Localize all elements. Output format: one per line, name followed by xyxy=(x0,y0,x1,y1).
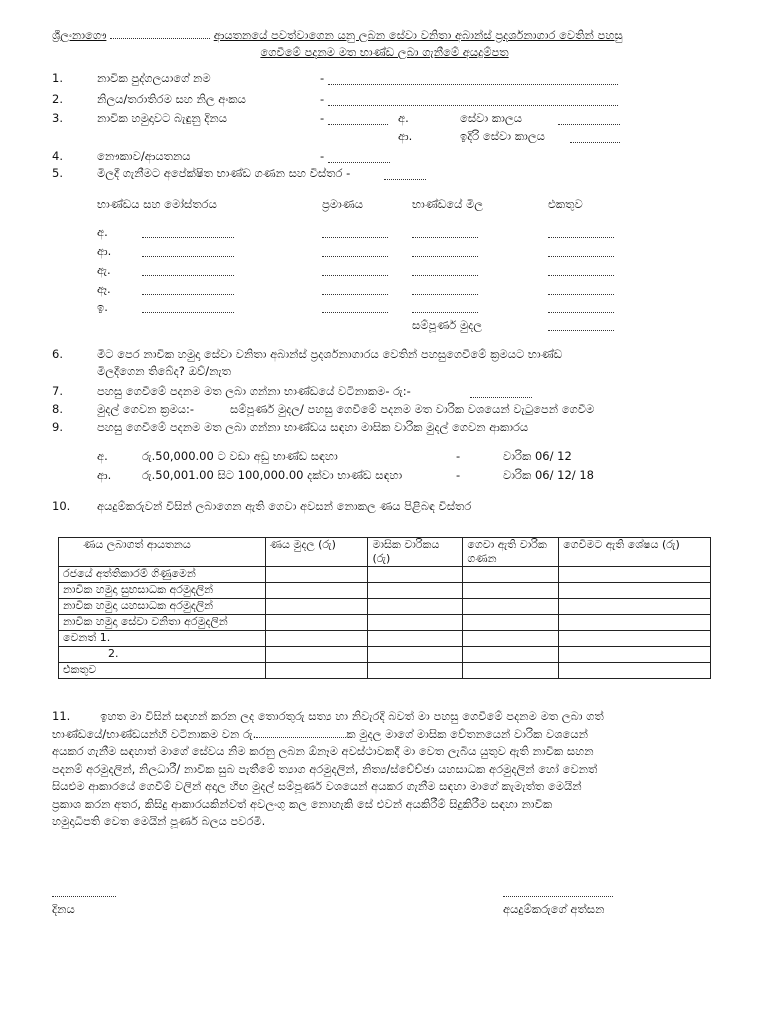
loan-cell[interactable] xyxy=(463,647,559,663)
table-row xyxy=(59,631,711,647)
goods-row-letter: අ. xyxy=(97,225,108,239)
loan-row-label: එකතුව xyxy=(59,663,266,679)
future-service-letter-b: ආ. xyxy=(398,129,413,143)
goods-qty-field[interactable] xyxy=(322,236,388,238)
loan-cell[interactable] xyxy=(463,567,559,583)
table-row xyxy=(59,583,711,599)
q8-number: 8. xyxy=(52,402,63,416)
item-4-number: 4. xyxy=(52,149,63,163)
goods-price-field[interactable] xyxy=(412,274,478,276)
loan-cell[interactable] xyxy=(265,647,368,663)
q11-line4: පදනම් අරමුදලින්, නිලධාරී/ නාවික සුබ පැතීමේ ත්‍යාග අරමුදලින්, නිත්‍ය/ස්වේච්ඡා යහසාධක අරමුදලින් හෝ වෙනත් xyxy=(52,761,598,776)
goods-header-price: භාණ්ඩයේ මිල xyxy=(412,197,484,211)
q6-number: 6. xyxy=(52,347,63,361)
item-3-dash: - xyxy=(320,111,325,125)
loan-cell[interactable] xyxy=(368,583,463,599)
item-4-dash: - xyxy=(320,149,325,163)
item-5-number: 5. xyxy=(52,166,63,180)
future-service-field[interactable] xyxy=(570,141,620,143)
title-part2: ආයතනයේ පවත්වාගෙන යනු ලබන සේවා වනිතා අබාන්ස් ප්‍රදර්ශනාගාර වෙතින් පහසු xyxy=(213,28,623,42)
table-row xyxy=(59,647,711,663)
item-1-label: නාවික පුද්ගලයාගේ නම xyxy=(97,71,211,85)
loan-header-institution: ණය ලබාගත් ආයතනය xyxy=(59,538,266,567)
goods-qty-field[interactable] xyxy=(322,274,388,276)
loan-row-label: නාවික හමුදා සුභසාධක අරමුදලින් xyxy=(59,583,266,599)
loan-header-balance: ගෙවීමට ඇති ශේෂය (රු) xyxy=(559,538,711,567)
loan-cell[interactable] xyxy=(265,615,368,631)
loan-cell[interactable] xyxy=(265,567,368,583)
q11-number: 11. xyxy=(52,709,71,723)
loan-row-label: රජයේ අත්තිකාරම් ගිණුමෙන් xyxy=(59,567,266,583)
table-row xyxy=(59,599,711,615)
loan-cell[interactable] xyxy=(265,583,368,599)
loan-cell[interactable] xyxy=(559,599,711,615)
item-1-number: 1. xyxy=(52,71,63,85)
loan-row-label: 2. xyxy=(59,647,266,663)
q7-number: 7. xyxy=(52,384,63,398)
item-2-number: 2. xyxy=(52,92,63,106)
item-3-label: නාවික හමුදාවට බැඳුනු දිනය xyxy=(97,111,228,125)
declaration-paragraph xyxy=(52,708,716,831)
goods-price-field[interactable] xyxy=(412,255,478,257)
table-row xyxy=(59,567,711,583)
service-period-field[interactable] xyxy=(558,123,620,125)
ship-establishment-field[interactable] xyxy=(328,161,390,163)
goods-item-field[interactable] xyxy=(142,255,234,257)
q11-line2a: භාණ්ඩයේ/භාණ්ඩයන්හි වටිනාකම වන රු. xyxy=(52,726,257,741)
goods-row-letter: ඉ. xyxy=(97,300,108,314)
q9-number: 9. xyxy=(52,420,63,434)
loan-cell[interactable] xyxy=(265,599,368,615)
loan-cell[interactable] xyxy=(559,583,711,599)
goods-item-field[interactable] xyxy=(142,311,234,313)
title-part1: ශ්‍රීලංනාගෞ xyxy=(52,28,107,42)
item-2-label: නිලය/තරාතිරම සහ නිල අංකය xyxy=(97,92,246,106)
goods-header-total: එකතුව xyxy=(548,197,583,211)
date-field[interactable] xyxy=(52,895,116,897)
title-line2: ගෙවීමේ පදනම මත භාණ්ඩ ලබා ගැනීමේ අයදුම්පත xyxy=(260,45,509,59)
loan-cell[interactable] xyxy=(559,647,711,663)
loan-row-label: වෙනත් 1. xyxy=(59,631,266,647)
q6-line1: මීට පෙර නාවික හමුදා සේවා වනිතා අබාන්ස් ප්‍රදර්ශනාගාරය වෙතින් පහසුගෙවීමේ ක්‍රමයට භාණ්ඩ xyxy=(97,347,563,361)
loan-row-label: නාවික හමුදා සේවා වනිතා අරමුදලින් xyxy=(59,615,266,631)
table-row xyxy=(59,663,711,679)
q6-line2: මිලදීගෙන තිබේද? ඔව්/නැත xyxy=(97,364,232,378)
service-period-label: සේවා කාලය xyxy=(460,111,522,125)
goods-total-field[interactable] xyxy=(548,236,614,238)
q10-label: අයදුම්කරුවන් විසින් ලබාගෙන ඇති ගෙවා අවසන් නොකල ණය පිළිබඳ විස්තර xyxy=(97,499,472,513)
q10-number: 10. xyxy=(52,499,71,513)
loan-cell[interactable] xyxy=(559,663,711,679)
join-date-field[interactable] xyxy=(328,123,388,125)
loan-table xyxy=(58,537,711,679)
q11-line7: හමුදාධිපති වෙත මෙයින් පූර්ණ බලය පවරමි. xyxy=(52,814,266,828)
loan-cell[interactable] xyxy=(559,567,711,583)
item-5-label: මිලදී ගැනීමට අපේක්ෂිත භාණ්ඩ ගණන සහ විස්තර - xyxy=(97,166,351,180)
q11-line5: සියළුම ආකාරයේ ගෙවීම් වලින් අදාල හිඟ මුදල් සම්පූර්ණ වශයෙන් අයකර ගැනීම සඳහා මාගේ කැමැත්ත මෙයින් xyxy=(52,779,582,793)
declared-value-field[interactable] xyxy=(256,727,346,738)
q11-line3: අයකර ගැනීම සඳහාත් මාගේ සේවය නිම කරනු ලබන ඕනෑම අවස්ථාවකදී මා වෙත ලැබිය යුතුව ඇති නාවික සහන xyxy=(52,744,594,758)
goods-total-field[interactable] xyxy=(548,311,614,313)
sailor-name-field[interactable] xyxy=(328,83,618,85)
goods-price-field[interactable] xyxy=(412,311,478,313)
goods-total-field[interactable] xyxy=(548,255,614,257)
q9-row-installments[interactable]: වාරික 06/ 12/ 18 xyxy=(503,468,594,482)
goods-qty-field[interactable] xyxy=(322,255,388,257)
goods-header-item: භාණ්ඩය සහ මෝස්තරය xyxy=(97,197,217,211)
q11-line1: ඉහත මා විසින් සඳහන් කරන ලද තොරතුරු සත්‍ය හා නිවැරදි බවත් මා පහසු ගෙවීමේ පදනම මත ලබා ගත් xyxy=(100,709,604,723)
q9-row-letter: අ. xyxy=(97,449,108,463)
loan-cell[interactable] xyxy=(463,615,559,631)
applicant-signature-label: අයදුම්කරුගේ අත්සන xyxy=(503,902,605,916)
q9-row-installments[interactable]: වාරික 06/ 12 xyxy=(503,449,572,463)
loan-cell[interactable] xyxy=(463,599,559,615)
loan-cell[interactable] xyxy=(463,663,559,679)
loan-cell[interactable] xyxy=(265,631,368,647)
q9-row-letter: ආ. xyxy=(97,468,112,482)
applicant-signature-field[interactable] xyxy=(503,895,613,897)
goods-item-field[interactable] xyxy=(142,274,234,276)
item-4-label: නෞකාව/ආයතනය xyxy=(97,149,191,163)
loan-cell[interactable] xyxy=(559,631,711,647)
loan-cell[interactable] xyxy=(265,663,368,679)
loan-cell[interactable] xyxy=(368,567,463,583)
goods-grand-total-field[interactable] xyxy=(548,329,614,331)
loan-cell[interactable] xyxy=(368,599,463,615)
q9-row-text: රු.50,001.00 සිට 100,000.00 දක්වා භාණ්ඩ සඳහා xyxy=(142,468,403,482)
q9-row-dash: - xyxy=(456,468,461,482)
goods-total-field[interactable] xyxy=(548,293,614,295)
loan-header-monthly: මාසික වාරිකය (රු) xyxy=(368,538,463,567)
item-2-dash: - xyxy=(320,92,325,106)
goods-header-quantity: ප්‍රමාණය xyxy=(322,197,364,211)
goods-value-field[interactable] xyxy=(470,396,532,398)
future-service-label: ඉදිරි සේවා කාලය xyxy=(460,129,545,143)
goods-qty-field[interactable] xyxy=(322,311,388,313)
goods-price-field[interactable] xyxy=(412,236,478,238)
q7-label: පහසු ගෙවීමේ පදනම මත ලබා ගන්නා භාණ්ඩයේ වටිනාකම- රු:- xyxy=(97,384,411,398)
goods-row-letter: ආ. xyxy=(97,244,112,258)
goods-item-field[interactable] xyxy=(142,236,234,238)
goods-price-field[interactable] xyxy=(412,293,478,295)
q8-payment-options[interactable]: සම්පූර්ණ මුදල/ පහසු ගෙවීමේ පදනම මත වාරික වශයෙන් වැටුපෙන් ගෙවීම xyxy=(230,402,595,416)
loan-cell[interactable] xyxy=(368,615,463,631)
item-1-dash: - xyxy=(320,71,325,85)
q11-line6: ප්‍රකාශ කරන අතර, කිසිදු ආකාරයකින්වත් අවලංගු කල නොහැකි සේ එවන් අයකිරීම් සිදුකිරීම සඳහා නාවික xyxy=(52,796,553,811)
rank-number-field[interactable] xyxy=(328,104,618,106)
loan-cell[interactable] xyxy=(559,615,711,631)
loan-cell[interactable] xyxy=(463,631,559,647)
goods-count-field[interactable] xyxy=(384,178,426,180)
goods-row-letter: ඈ. xyxy=(97,282,111,296)
q11-line2b: ක මුදල මාගේ මාසික වේතනයෙන් වාරික වශයෙන් xyxy=(346,726,588,741)
goods-grand-total-label: සම්පූර්ණ මුදල xyxy=(412,318,482,332)
loan-cell[interactable] xyxy=(463,583,559,599)
loan-cell[interactable] xyxy=(368,631,463,647)
q9-row-dash: - xyxy=(456,449,461,463)
service-period-letter-a: අ. xyxy=(398,111,409,125)
q8-label: මුදල් ගෙවන ක්‍රමය:- xyxy=(97,402,195,416)
loan-table-header xyxy=(59,538,711,567)
loan-row-label: නාවික හමුදා යහසාධක අරමුදලින් xyxy=(59,599,266,615)
goods-item-field[interactable] xyxy=(142,293,234,295)
title-institution-field[interactable] xyxy=(110,28,210,39)
goods-row-letter: ඇ. xyxy=(97,263,111,277)
table-row xyxy=(59,615,711,631)
item-3-number: 3. xyxy=(52,111,63,125)
form-title xyxy=(52,27,717,61)
date-label: දිනය xyxy=(52,902,75,916)
goods-qty-field[interactable] xyxy=(322,293,388,295)
q9-row-text: රු.50,000.00 ට වඩා අඩු භාණ්ඩ සඳහා xyxy=(142,449,338,463)
loan-cell[interactable] xyxy=(368,663,463,679)
q9-label: පහසු ගෙවීමේ පදනම මත ලබා ගන්නා භාණ්ඩය සඳහා මාසික වාරික මුදල් ගෙවන ආකාරය xyxy=(97,420,529,434)
goods-total-field[interactable] xyxy=(548,274,614,276)
loan-header-paid: ගෙවා ඇති වාරික ගණන xyxy=(463,538,559,567)
loan-cell[interactable] xyxy=(368,647,463,663)
loan-header-amount: ණය මුදල (රු) xyxy=(265,538,368,567)
